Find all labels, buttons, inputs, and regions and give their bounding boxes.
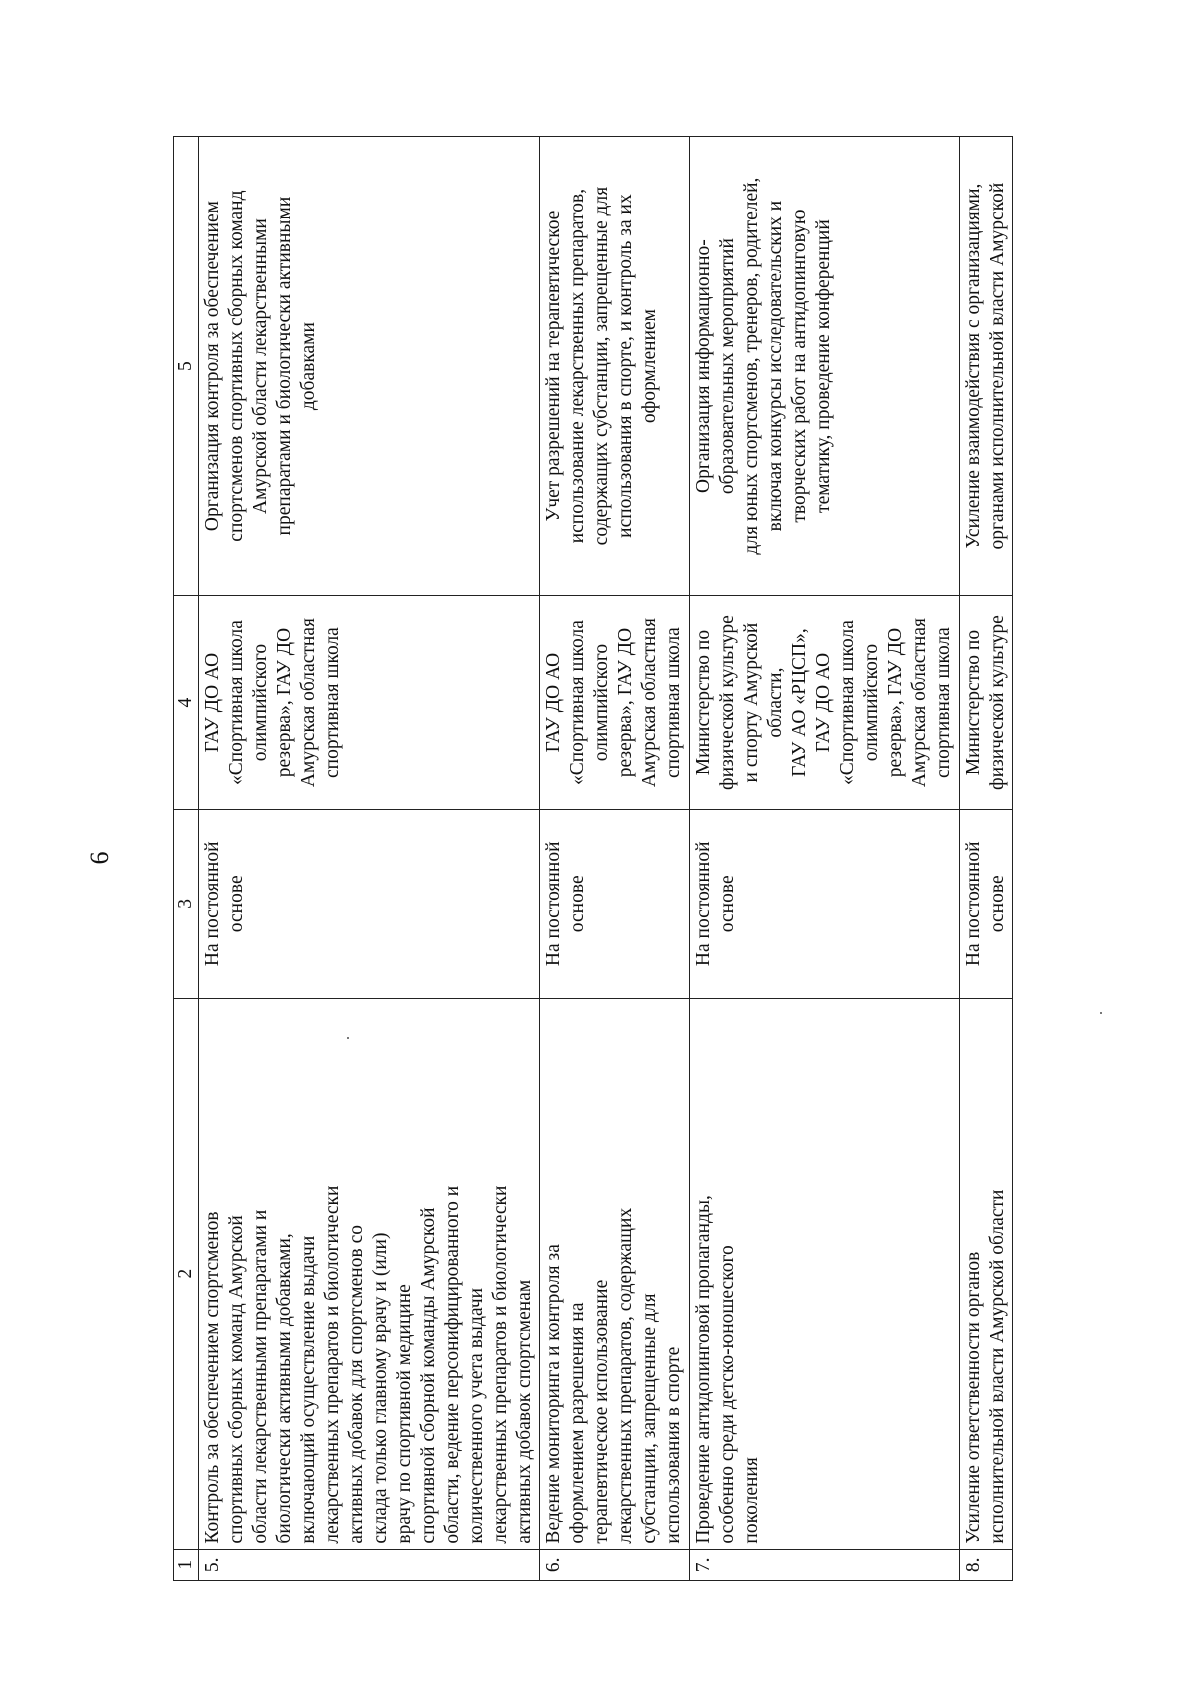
scan-speck — [347, 1037, 349, 1039]
table-row — [689, 136, 959, 1580]
term-cell: На постоянной основе — [689, 809, 959, 998]
header-cell: 4 — [173, 595, 198, 809]
rotated-table-container — [173, 136, 1118, 1581]
table-row — [198, 136, 539, 1580]
executor-cell: ГАУ ДО АО «Спортивная школа олимпийского резерва», ГАУ ДО Амурская областная спортивная школа — [198, 595, 539, 809]
result-cell: Организация контроля за обеспечением спортсменов спортивных сборных команд Амурской области лекарственными препаратами и биологически активными добавками — [198, 136, 539, 595]
term-cell: На постоянной основе — [959, 809, 1012, 998]
table-header-row — [173, 136, 198, 1580]
scan-speck — [1100, 1012, 1102, 1014]
term-cell: На постоянной основе — [539, 809, 689, 998]
event-cell: Проведение антидопинговой пропаганды, особенно среди детско-юношеского поколения — [689, 998, 959, 1549]
result-cell: Усиление взаимодействия с организациями, органами исполнительной власти Амурской — [959, 136, 1012, 595]
row-number: 7. — [689, 1549, 959, 1580]
event-cell: Усиление ответственности органов исполнительной власти Амурской области — [959, 998, 1012, 1549]
row-number: 5. — [198, 1549, 539, 1580]
table-row — [959, 136, 1012, 1580]
row-number: 8. — [959, 1549, 1012, 1580]
table-row — [539, 136, 689, 1580]
header-cell: 2 — [173, 998, 198, 1549]
result-cell: Организация информационно- образовательных мероприятий для юных спортсменов, тренеров, родителей, включая конкурсы исследовательских и творческих работ на антидопинговую тематику, проведение конференций — [689, 136, 959, 595]
executor-cell: Министерство по физической культуре и спорту Амурской области, ГАУ АО «РЦСП», ГАУ ДО АО «Спортивная школа олимпийского резерва», ГАУ ДО Амурская областная спортивная школа — [689, 595, 959, 809]
row-number: 6. — [539, 1549, 689, 1580]
header-cell: 3 — [173, 809, 198, 998]
measures-table — [173, 136, 1013, 1581]
header-cell: 1 — [173, 1549, 198, 1580]
event-cell: Контроль за обеспечением спортсменов спортивных сборных команд Амурской области лекарственными препаратами и биологически активными добавками, включающий осуществление выдачи лекарственных препаратов и биологически активных добавок для спортсменов со склада только главному врачу и (или) врачу по спортивной медицине спортивной сборной команды Амурской области, ведение персонифицированного и количественного учета выдачи лекарственных препаратов и биологически активных добавок спортсменам — [198, 998, 539, 1549]
executor-cell: Министерство по физической культуре — [959, 595, 1012, 809]
result-cell: Учет разрешений на терапевтическое использование лекарственных препаратов, содержащих субстанции, запрещенные для использования в спорте, и контроль за их оформлением — [539, 136, 689, 595]
event-cell: Ведение мониторинга и контроля за оформлением разрешения на терапевтическое использование лекарственных препаратов, содержащих субстанции, запрещенные для использования в спорте — [539, 998, 689, 1549]
executor-cell: ГАУ ДО АО «Спортивная школа олимпийского резерва», ГАУ ДО Амурская областная спортивная школа — [539, 595, 689, 809]
term-cell: На постоянной основе — [198, 809, 539, 998]
page-number: 6 — [85, 851, 114, 865]
header-cell: 5 — [173, 136, 198, 595]
